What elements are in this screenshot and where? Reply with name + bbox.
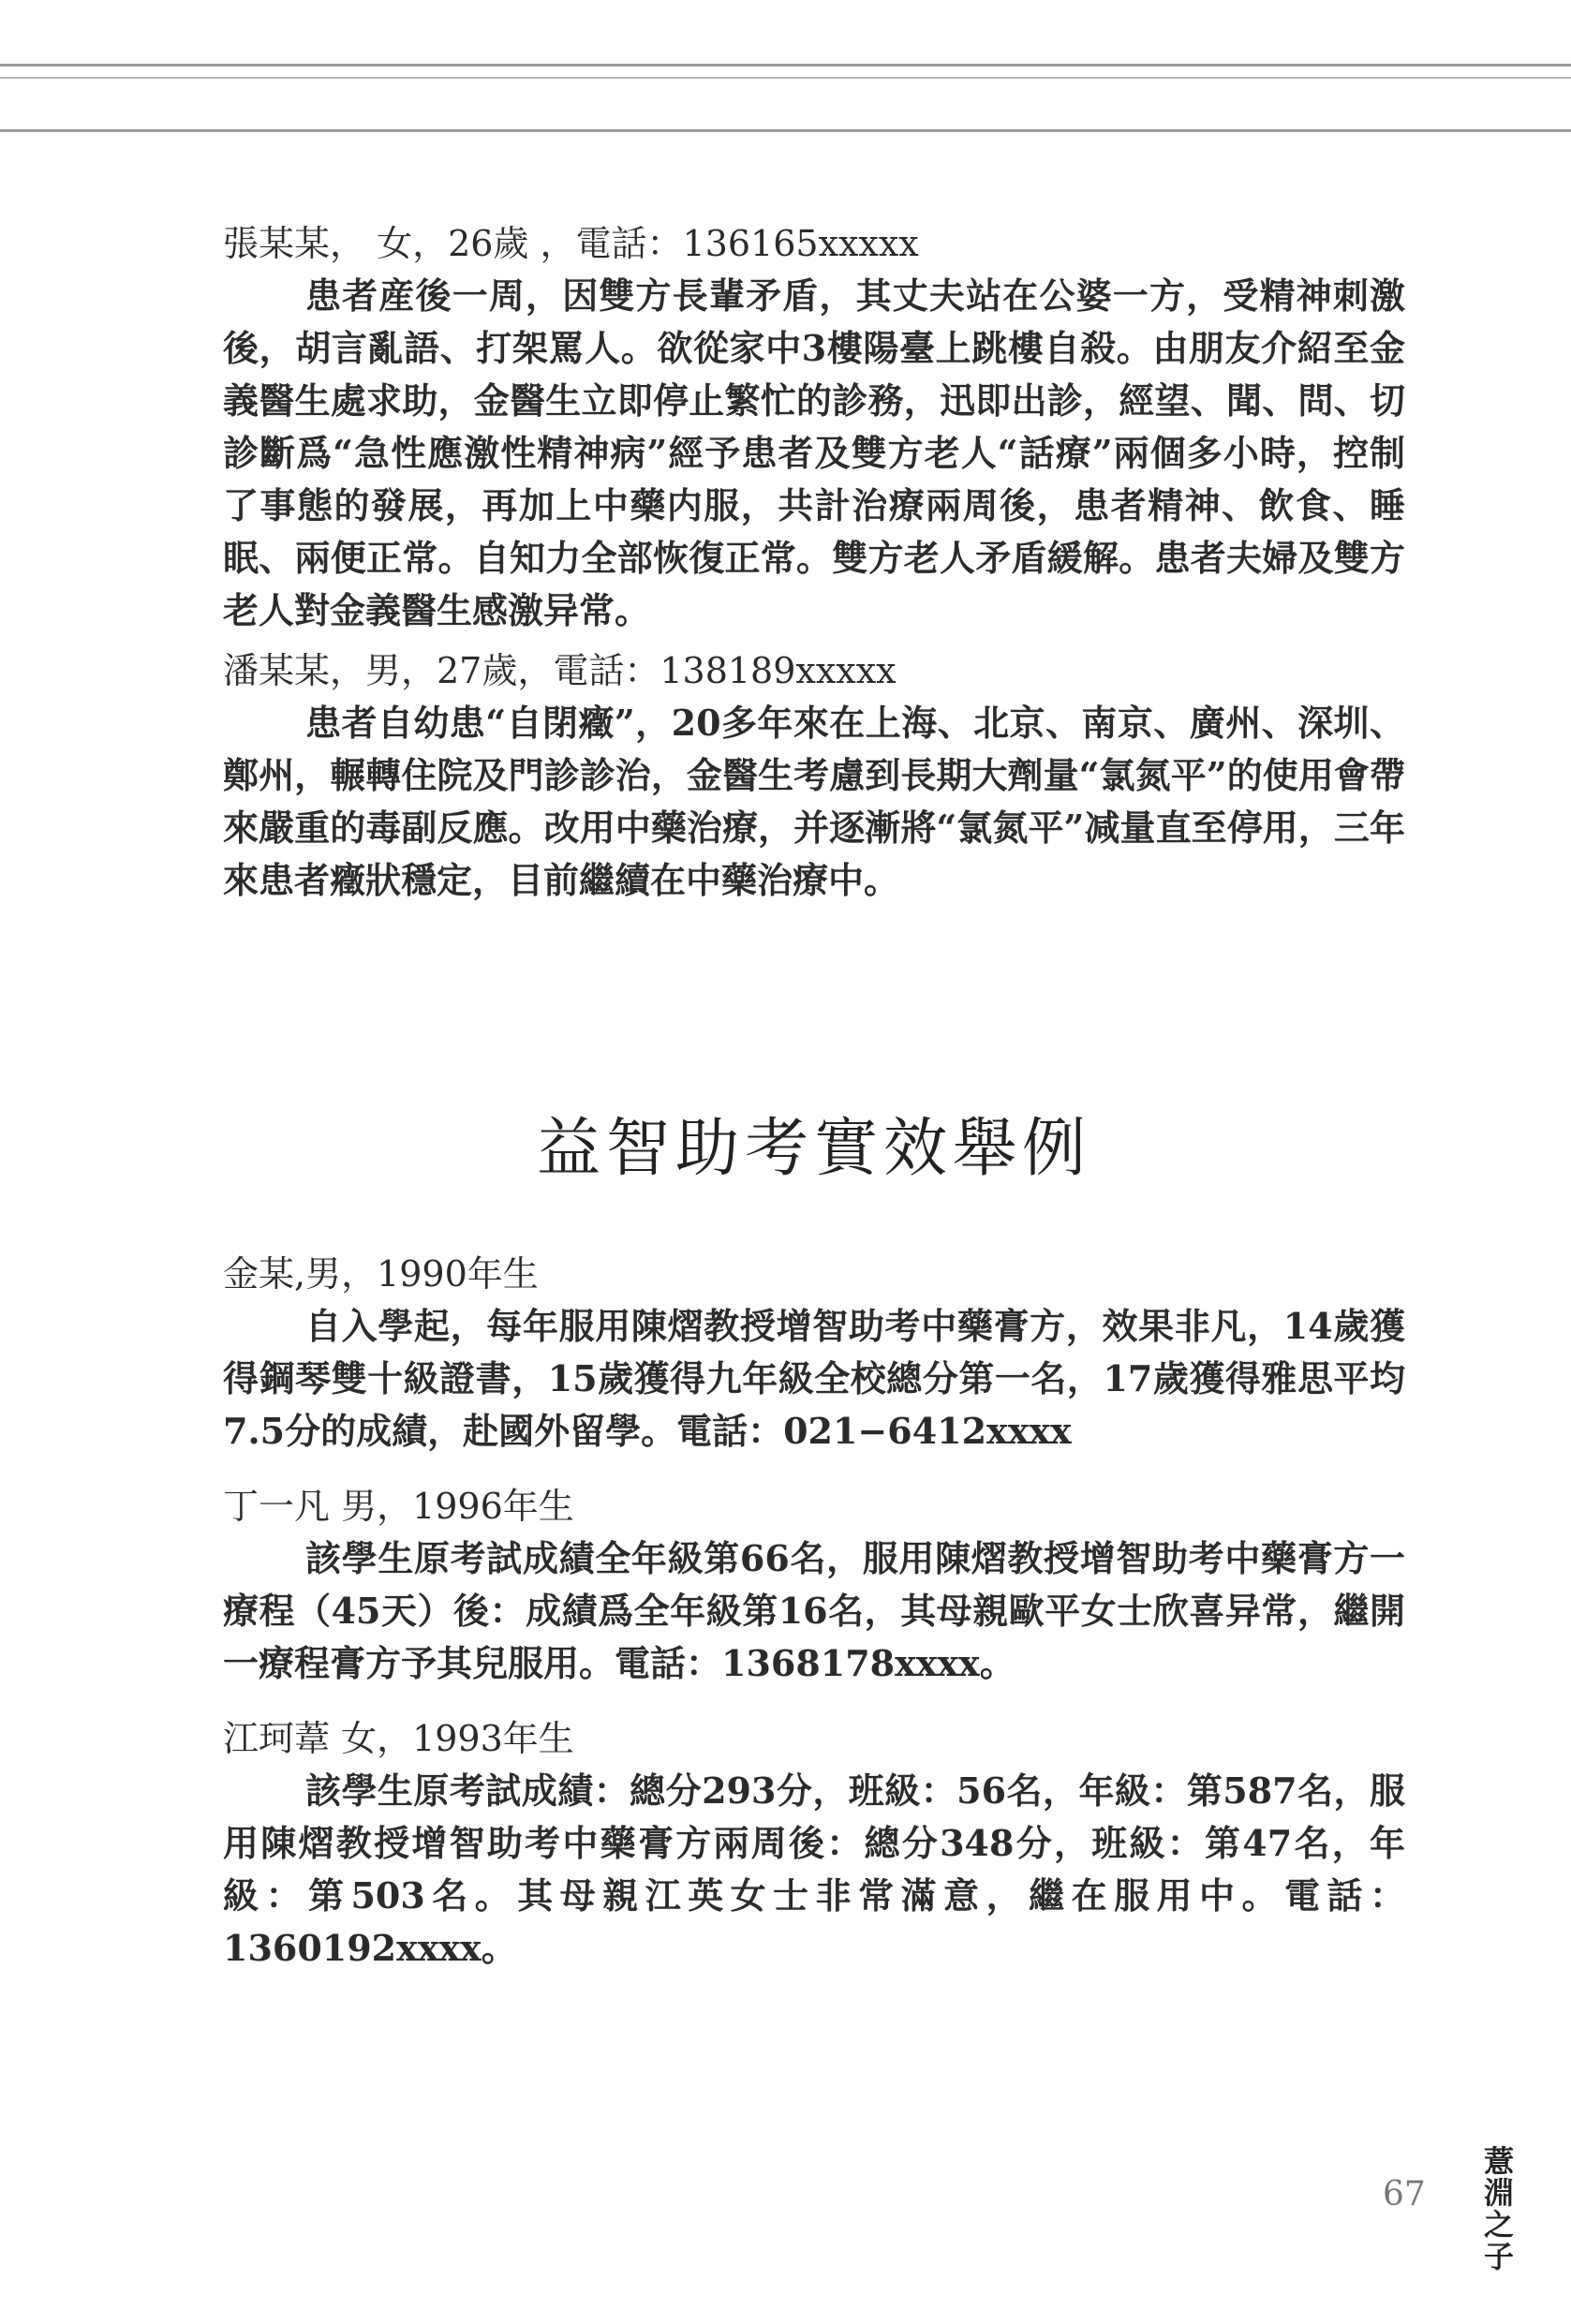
- case-entry: [223, 644, 1405, 907]
- case-body: 該學生原考試成績全年級第66名，服用陳熠教授增智助考中藥膏方一療程（45天）後：成績爲全年級第16名，其母親歐平女士欣喜异常，繼開一療程膏方予其兒服用。電話：1368178xxxx。: [223, 1537, 1405, 1684]
- case-entry: [223, 217, 1405, 637]
- case-body: 患者産後一周，因雙方長輩矛盾，其丈夫站在公婆一方，受精神刺激後，胡言亂語、打架罵人。欲從家中3樓陽臺上跳樓自殺。由朋友介紹至金義醫生處求助，金醫生立即停止繁忙的診務，迅即出診，經望、聞、問、切診斷爲“急性應激性精神病”經予患者及雙方老人“話療”兩個多小時，控制了事態的發展，再加上中藥内服，共計治療兩周後，患者精神、飲食、睡眠、兩便正常。自知力全部恢復正常。雙方老人矛盾緩解。患者夫婦及雙方老人對金義醫生感激异常。: [223, 274, 1405, 631]
- header-rule-bottom: [0, 129, 1571, 132]
- case-entry: [223, 1248, 1405, 1458]
- case-header: 潘某某，男，27歲，電話：138189xxxxx: [223, 650, 897, 691]
- header-rule-middle: [0, 77, 1571, 79]
- page-number: 67: [1383, 2175, 1426, 2213]
- case-body: 患者自幼患“自閉癥”，20多年來在上海、北京、南京、廣州、深圳、鄭州，輾轉住院及門診診治，金醫生考慮到長期大劑量“氯氮平”的使用會帶來嚴重的毒副反應。改用中藥治療，并逐漸將“氯氮平”减量直至停用，三年來患者癥狀穩定，目前繼續在中藥治療中。: [223, 702, 1405, 901]
- section-title: 益智助考實效舉例: [536, 1112, 1091, 1186]
- case-header: 金某,男，1990年生: [223, 1253, 539, 1295]
- case-entry: [223, 1480, 1405, 1690]
- case-entry: [223, 1712, 1405, 1975]
- case-header: 丁一凡 男，1996年生: [223, 1486, 574, 1527]
- case-body: 自入學起，每年服用陳熠教授增智助考中藥膏方，效果非凡，14歲獲得鋼琴雙十級證書，15歲獲得九年級全校總分第一名，17歲獲得雅思平均7.5分的成績，赴國外留學。電話：021−6412xxxx: [223, 1305, 1405, 1452]
- case-body: 該學生原考試成績：總分293分，班級：56名，年級：第587名，服用陳熠教授增智助考中藥膏方兩周後：總分348分，班級：第47名，年級：第503名。其母親江英女士非常滿意，繼在服用中。電話：1360192xxxx。: [223, 1769, 1405, 1969]
- case-header: 江珂葦 女，1993年生: [223, 1718, 574, 1759]
- header-rule-top: [0, 64, 1571, 67]
- case-header: 張某某， 女，26歲 ，電話：136165xxxxx: [223, 223, 919, 264]
- side-book-title: 薏淵之子: [1479, 2145, 1515, 2272]
